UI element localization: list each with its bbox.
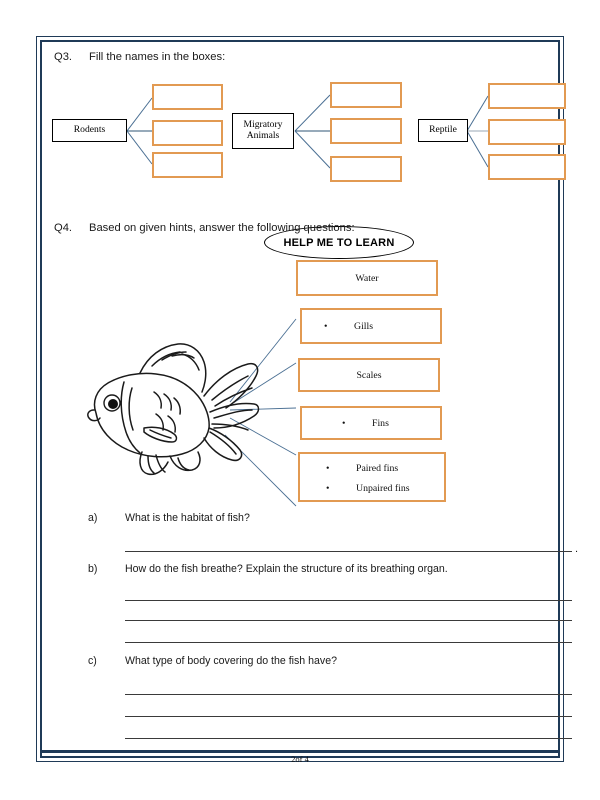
q4c-answer-line-1[interactable] — [125, 694, 572, 695]
q4b-answer-line-2[interactable] — [125, 620, 572, 621]
q4-prompt: Based on given hints, answer the following questions: — [89, 222, 355, 234]
node-reptile — [418, 119, 468, 142]
bullet-icon: • — [326, 463, 330, 474]
hint-paired-fins-item-2: • Unpaired fins — [326, 483, 410, 494]
hint-water — [296, 260, 438, 296]
q3-blank-reptile-1[interactable] — [488, 83, 566, 109]
q3-diagram — [40, 40, 560, 200]
node-reptile-label: Reptile — [429, 124, 457, 136]
hint-gills — [300, 308, 442, 344]
q3-blank-migratory-3[interactable] — [330, 156, 402, 182]
q4b-label: b) — [88, 563, 98, 575]
q3-blank-rodents-1[interactable] — [152, 84, 223, 110]
bullet-icon: • — [342, 418, 346, 429]
q3-label: Q3. — [54, 51, 73, 63]
hint-fins — [300, 406, 442, 440]
page-number: 2of 4 — [291, 754, 309, 764]
q3-blank-rodents-2[interactable] — [152, 120, 223, 146]
help-banner-label: HELP ME TO LEARN — [283, 236, 395, 249]
footer-divider — [40, 750, 560, 753]
q4c-answer-line-2[interactable] — [125, 716, 572, 717]
q4c-text: What type of body covering do the fish have? — [125, 655, 338, 667]
node-migratory-line1: Migratory — [243, 119, 283, 131]
q4b-answer-line-3[interactable] — [125, 642, 572, 643]
hint-gills-item-1: • Gills — [324, 321, 374, 332]
q4-label: Q4. — [54, 222, 73, 234]
node-rodents — [52, 119, 127, 142]
q4c-label: c) — [88, 655, 97, 667]
hint-paired-fins-item-1: • Paired fins — [326, 463, 399, 474]
q3-blank-rodents-3[interactable] — [152, 152, 223, 178]
fish-illustration — [82, 340, 262, 475]
q3-prompt: Fill the names in the boxes: — [89, 51, 226, 63]
q4a-answer-line-1[interactable] — [125, 551, 572, 552]
hint-scales-item-1: Scales — [356, 369, 382, 381]
q3-blank-reptile-3[interactable] — [488, 154, 566, 180]
q4b-answer-line-1[interactable] — [125, 600, 572, 601]
q4a-text: What is the habitat of fish? — [125, 512, 250, 524]
hint-paired-fins — [298, 452, 446, 502]
hint-fins-item-1: • Fins — [342, 418, 389, 429]
q4a-trailing-period: . — [575, 543, 579, 555]
q4c-answer-line-3[interactable] — [125, 738, 572, 739]
hint-water-item-1: Water — [355, 272, 379, 284]
hint-scales — [298, 358, 440, 392]
bullet-icon: • — [326, 483, 330, 494]
worksheet-content — [40, 40, 579, 758]
q4b-text: How do the fish breathe? Explain the structure of its breathing organ. — [125, 563, 448, 575]
bullet-icon: • — [324, 321, 328, 332]
node-rodents-label: Rodents — [73, 124, 106, 136]
q3-blank-reptile-2[interactable] — [488, 119, 566, 145]
q4a-label: a) — [88, 512, 98, 524]
node-migratory-animals — [232, 113, 294, 149]
q3-blank-migratory-1[interactable] — [330, 82, 402, 108]
q3-blank-migratory-2[interactable] — [330, 118, 402, 144]
node-migratory-line2: Animals — [246, 130, 280, 141]
